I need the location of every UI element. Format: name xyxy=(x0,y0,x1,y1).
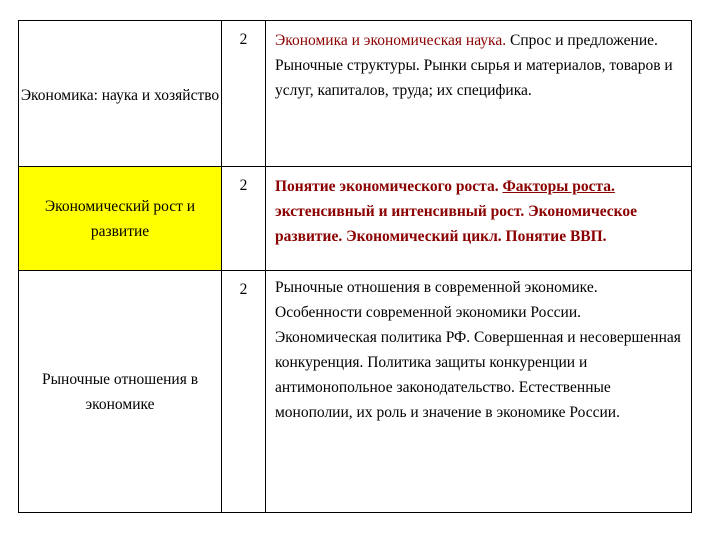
hours-value: 2 xyxy=(239,31,248,48)
content-title: Экономика и экономическая наука. xyxy=(275,32,507,49)
table-row xyxy=(19,271,692,513)
topic-label: Экономический рост и развитие xyxy=(44,197,196,240)
topic-label: Экономика: наука и хозяйство xyxy=(20,87,220,104)
content-part: Понятие экономического роста. xyxy=(275,178,499,195)
content-cell xyxy=(266,167,692,271)
topic-cell-highlighted xyxy=(19,167,222,271)
hours-value: 2 xyxy=(239,281,248,298)
topic-label: Рыночные отношения в экономике xyxy=(41,370,199,413)
hours-value: 2 xyxy=(239,177,248,194)
hours-cell xyxy=(222,271,266,513)
content-part: экстенсивный и интенсивный рост. Экономическое развитие. Экономический цикл. Понятие ВВП. xyxy=(275,203,638,245)
content-cell xyxy=(266,271,692,513)
table-row xyxy=(19,167,692,271)
hours-cell xyxy=(222,167,266,271)
content-text: Спрос и предложение. Рыночные структуры. Рынки сырья и материалов, товаров и услуг, капиталов, труда; их специфика. xyxy=(275,32,673,99)
topic-cell xyxy=(19,271,222,513)
syllabus-table xyxy=(18,20,692,513)
table-row xyxy=(19,21,692,167)
topic-cell xyxy=(19,21,222,167)
content-text: Рыночные отношения в современной экономике. Особенности современной экономики России. Экономическая политика РФ. Совершенная и несовершенная конкуренция. Политика защиты конкуренции и антимонопольное законодательство. Естественные монополии, их роль и значение в экономике России. xyxy=(275,279,681,421)
hours-cell xyxy=(222,21,266,167)
content-part-underlined: Факторы роста. xyxy=(502,178,615,195)
content-cell xyxy=(266,21,692,167)
